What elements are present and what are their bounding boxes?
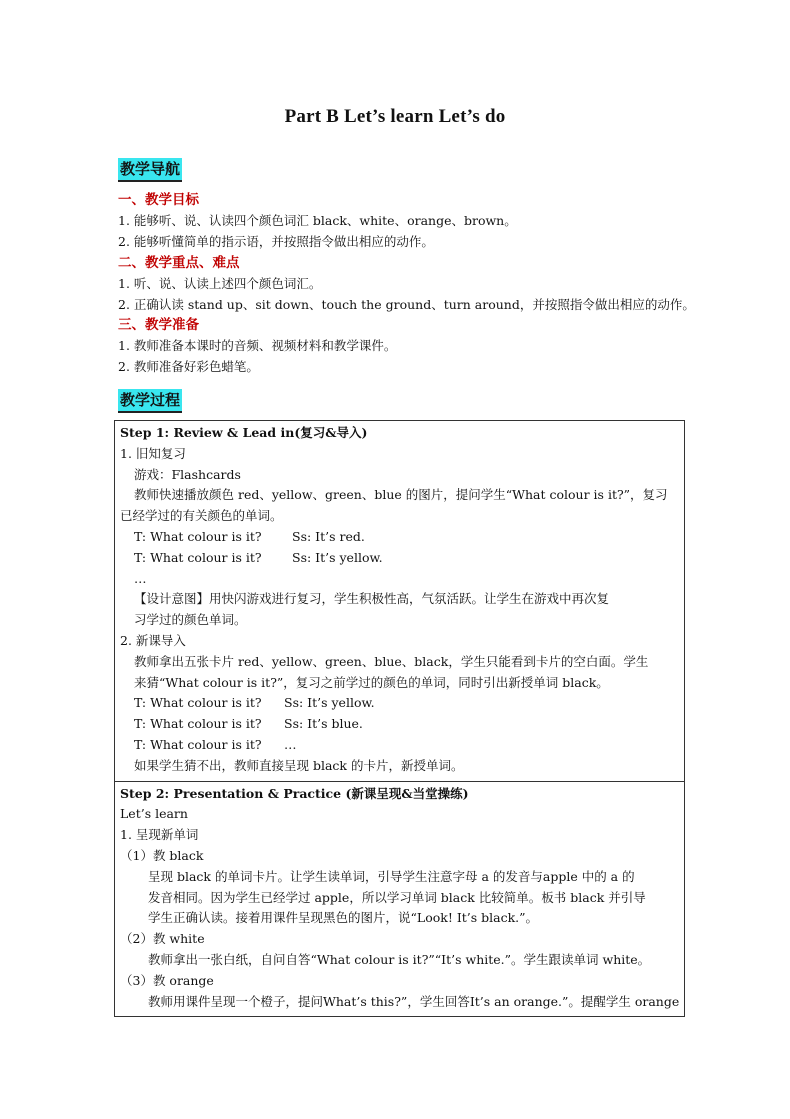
prep-item-2: 2. 教师准备好彩色蜡笔。: [118, 359, 259, 374]
design-intent: 【设计意图】用快闪游戏进行复习，学生积极性高，气氛活跃。让学生在游戏中再次复: [134, 591, 610, 607]
teach-black-paragraph-end: 学生正确认读。接着用课件呈现黑色的图片，说“Look! It’s black.”。: [148, 910, 539, 926]
teach-black-paragraph-cont: 发音相同。因为学生已经学过 apple，所以学习单词 black 比较简单。板书 black 并引导: [148, 889, 646, 905]
teach-black-heading: （1）教 black: [120, 847, 204, 863]
step2-subheading: 1. 呈现新单词: [120, 827, 199, 843]
step1-title: Step 1: Review & Lead in(复习&导入): [120, 425, 368, 440]
prep-heading: 三、教学准备: [118, 317, 199, 333]
dialogue-line: T: What colour is it? Ss: It’s blue.: [134, 716, 363, 732]
teach-orange-heading: （3）教 orange: [120, 972, 214, 988]
step1-paragraph-cont: 已经学过的有关颜色的单词。: [120, 508, 283, 524]
keypoint-item-2: 2. 正确认读 stand up、sit down、touch the ground、turn around，并按照指令做出相应的动作。: [118, 297, 695, 312]
lead-in-paragraph: 教师拿出五张卡片 red、yellow、green、blue、black，学生只能看到卡片的空白面。学生: [134, 653, 649, 669]
section-heading-process: 教学过程: [118, 389, 182, 413]
ellipsis: …: [134, 570, 147, 586]
process-table: [114, 420, 685, 1017]
step2-title: Step 2: Presentation & Practice (新课呈现&当堂操练): [120, 785, 469, 801]
design-intent-cont: 习学过的颜色单词。: [134, 612, 247, 628]
objective-item-1: 1. 能够听、说、认读四个颜色词汇 black、white、orange、brown。: [118, 213, 517, 228]
dialogue-line: T: What colour is it? Ss: It’s yellow.: [134, 695, 375, 711]
step1-subheading-lead-in: 2. 新课导入: [120, 632, 186, 648]
step2-cell: [115, 781, 685, 1017]
step1-paragraph: 教师快速播放颜色 red、yellow、green、blue 的图片，提问学生“What colour is it?”，复习: [134, 487, 668, 503]
dialogue-line: T: What colour is it? Ss: It’s red.: [134, 528, 365, 544]
step1-game: 游戏：Flashcards: [134, 466, 241, 482]
keypoints-heading: 二、教学重点、难点: [118, 255, 240, 271]
keypoint-item-1: 1. 听、说、认读上述四个颜色词汇。: [118, 276, 322, 291]
teach-orange-paragraph: 教师用课件呈现一个橙子，提问What’s this?”，学生回答It’s an orange.”。提醒学生 orange: [148, 993, 680, 1009]
teach-black-paragraph: 呈现 black 的单词卡片。让学生读单词，引导学生注意字母 a 的发音与apple 中的 a 的: [148, 868, 635, 884]
lets-learn-label: Let’s learn: [120, 806, 188, 822]
step1-subheading-review: 1. 旧知复习: [120, 445, 186, 461]
lead-in-paragraph-cont: 来猜“What colour is it?”，复习之前学过的颜色的单词，同时引出新授单词 black。: [134, 674, 609, 690]
objective-item-2: 2. 能够听懂简单的指示语，并按照指令做出相应的动作。: [118, 234, 434, 249]
step1-cell: [115, 421, 685, 782]
teach-white-heading: （2）教 white: [120, 931, 205, 947]
table-row: [115, 421, 685, 782]
section-heading-nav: 教学导航: [118, 158, 182, 182]
lead-in-note: 如果学生猜不出，教师直接呈现 black 的卡片，新授单词。: [134, 757, 464, 773]
table-row: [115, 781, 685, 1017]
dialogue-line: T: What colour is it? Ss: It’s yellow.: [134, 549, 383, 565]
prep-item-1: 1. 教师准备本课时的音频、视频材料和教学课件。: [118, 338, 397, 353]
page-title: Part B Let’s learn Let’s do: [284, 106, 506, 127]
objectives-heading: 一、教学目标: [118, 192, 199, 208]
dialogue-line: T: What colour is it? …: [134, 736, 297, 752]
teach-white-paragraph: 教师拿出一张白纸，自问自答“What colour is it?”“It’s white.”。学生跟读单词 white。: [148, 951, 651, 967]
